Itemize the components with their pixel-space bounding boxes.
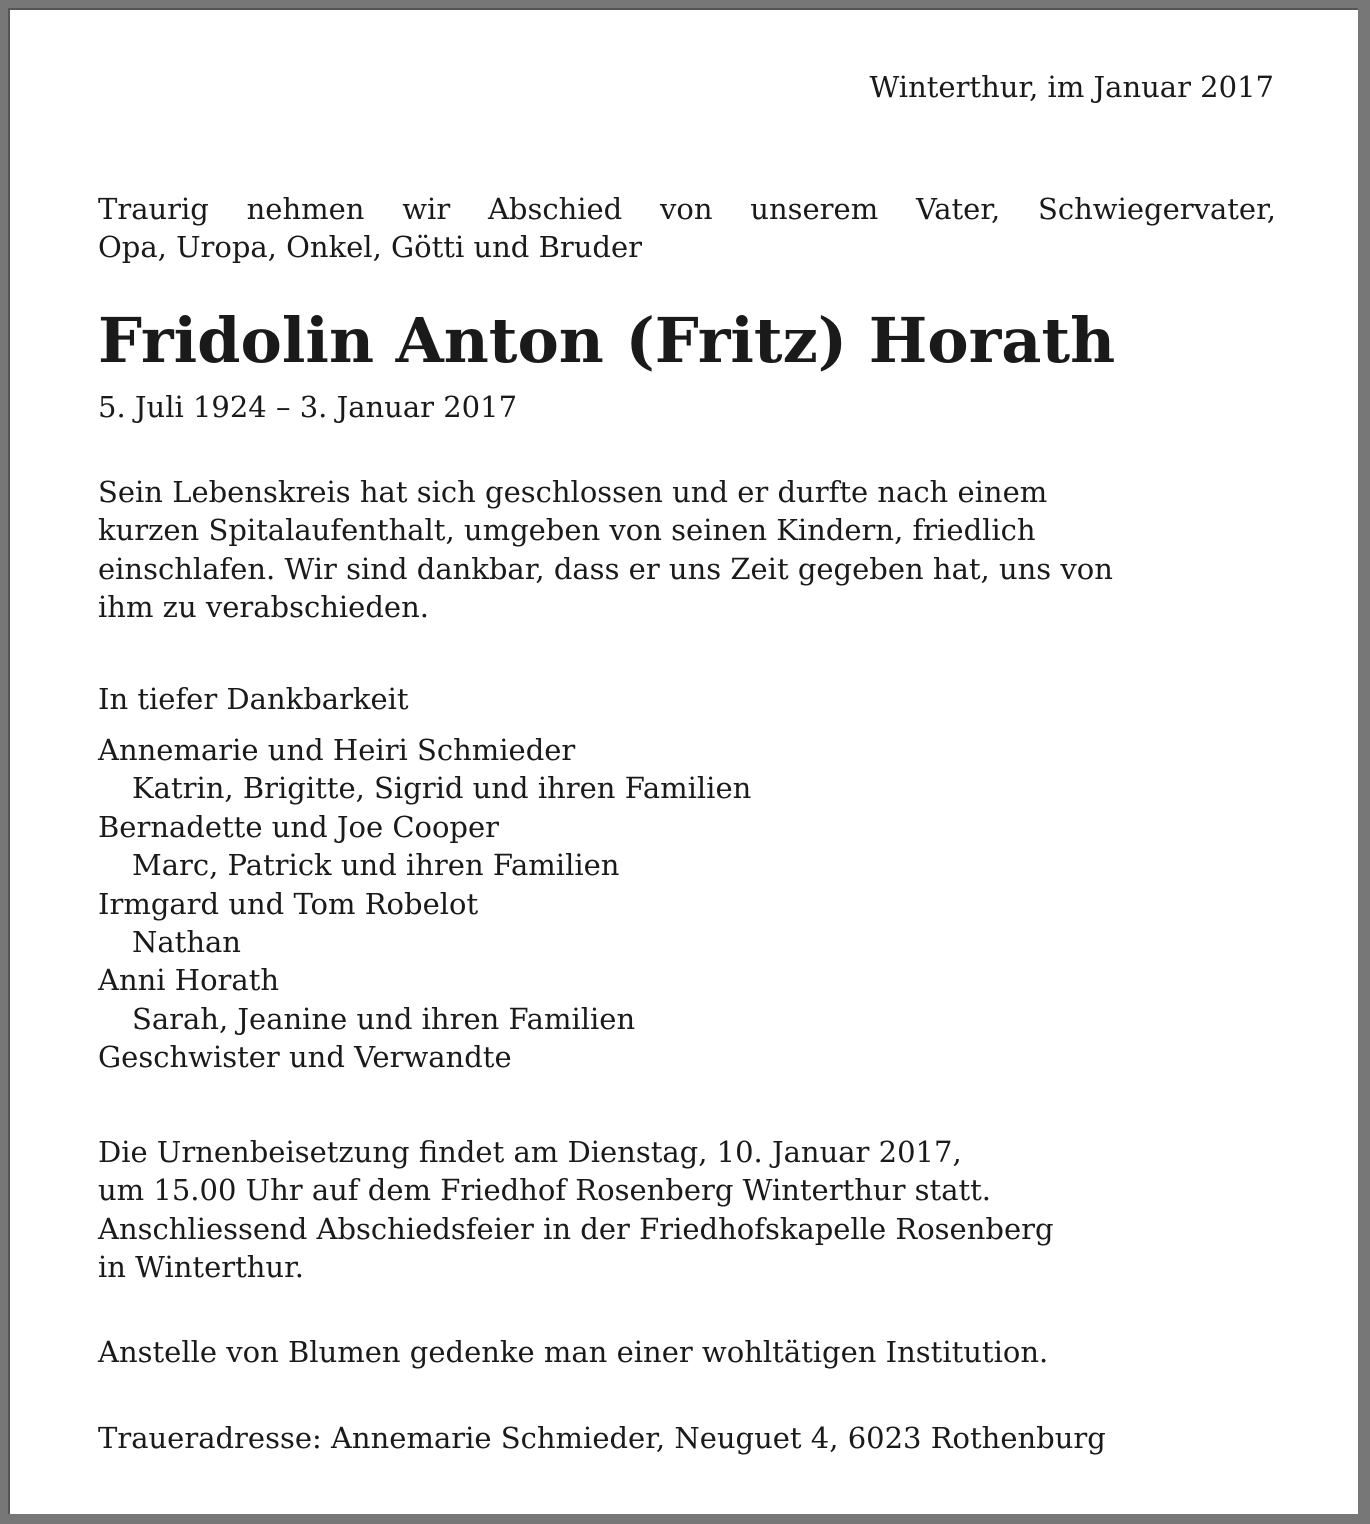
mourner-family: Sarah, Jeanine und ihren Familien (132, 1001, 636, 1036)
mourner: Bernadette und Joe Cooper (98, 809, 500, 844)
mourner: Anni Horath (98, 963, 280, 998)
mourner-family: Katrin, Brigitte, Sigrid und ihren Familien (132, 771, 752, 806)
intro-line: Traurig nehmen wir Abschied von unserem Vater, Schwiegervater, (98, 192, 1276, 226)
message-line: kurzen Spitalaufenthalt, umgeben von seinen Kindern, friedlich (98, 513, 1036, 548)
mourner: Geschwister und Verwandte (98, 1040, 512, 1075)
message-line: einschlafen. Wir sind dankbar, dass er uns Zeit gegeben hat, uns von (98, 551, 1113, 586)
mourner: Irmgard und Tom Robelot (98, 886, 479, 921)
gratitude: In tiefer Dankbarkeit (98, 682, 409, 716)
message (98, 473, 1113, 627)
mourner: Annemarie und Heiri Schmieder (98, 733, 576, 767)
ceremony (98, 1133, 1054, 1287)
lifespan: 5. Juli 1924 – 3. Januar 2017 (98, 390, 518, 424)
flowers-note: Anstelle von Blumen gedenke man einer wohltätigen Institution. (98, 1335, 1049, 1369)
mourner-family: Marc, Patrick und ihren Familien (132, 848, 620, 883)
ceremony-line: Anschliessend Abschiedsfeier in der Friedhofskapelle Rosenberg (98, 1211, 1054, 1246)
place-date: Winterthur, im Januar 2017 (869, 70, 1274, 104)
mourning-address: Traueradresse: Annemarie Schmieder, Neuguet 4, 6023 Rothenburg (98, 1421, 1106, 1455)
ceremony-line: in Winterthur. (98, 1250, 305, 1285)
ceremony-line: Die Urnenbeisetzung findet am Dienstag, 10. Januar 2017, (98, 1135, 962, 1169)
mourners-list (98, 731, 751, 1077)
obituary-page (8, 8, 1358, 1514)
intro (98, 190, 1276, 267)
mourner-family: Nathan (132, 925, 241, 960)
message-line: ihm zu verabschieden. (98, 590, 429, 625)
intro-line: Opa, Uropa, Onkel, Götti und Bruder (98, 230, 643, 265)
ceremony-line: um 15.00 Uhr auf dem Friedhof Rosenberg Winterthur statt. (98, 1173, 992, 1208)
message-line: Sein Lebenskreis hat sich geschlossen und er durfte nach einem (98, 475, 1048, 509)
deceased-name: Fridolin Anton (Fritz) Horath (98, 304, 1116, 377)
